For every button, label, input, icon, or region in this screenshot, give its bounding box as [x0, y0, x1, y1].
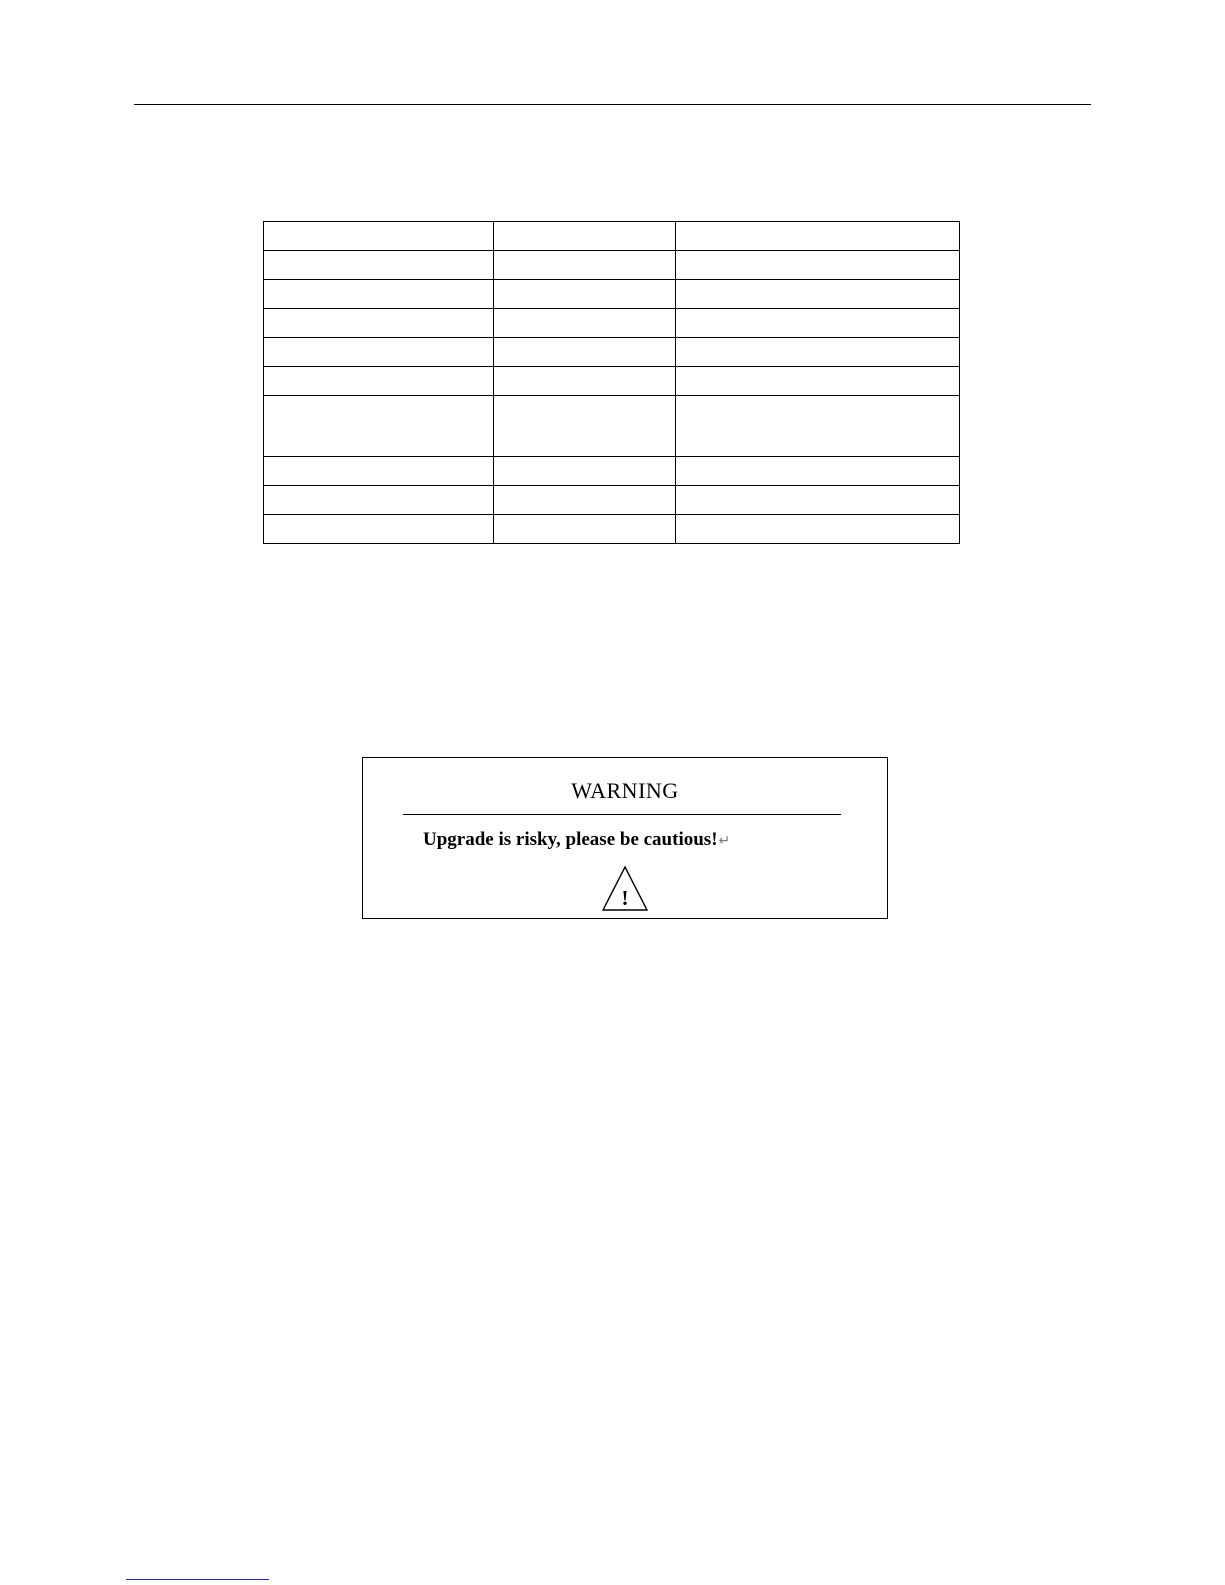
table-cell: [494, 396, 676, 457]
warning-triangle-icon: [601, 864, 649, 912]
table-cell: [494, 367, 676, 396]
table-cell: [676, 280, 960, 309]
table-cell: [264, 515, 494, 544]
table-row: [264, 515, 960, 544]
paragraph-return-mark: ↵: [718, 834, 731, 849]
table-row: [264, 486, 960, 515]
table-row: [264, 280, 960, 309]
table-cell: [676, 515, 960, 544]
table-cell: [264, 486, 494, 515]
table-row: [264, 338, 960, 367]
table-cell: [264, 309, 494, 338]
table-cell: [676, 222, 960, 251]
table-cell: [676, 251, 960, 280]
table-cell: [494, 280, 676, 309]
table-cell: [494, 251, 676, 280]
table-cell: [676, 486, 960, 515]
table-cell: [494, 515, 676, 544]
table-cell: [264, 457, 494, 486]
table-cell: [676, 396, 960, 457]
header-rule: [134, 104, 1091, 105]
table-cell: [264, 338, 494, 367]
table-cell: [676, 338, 960, 367]
table-cell: [494, 486, 676, 515]
table-row: [264, 367, 960, 396]
table-cell: [264, 251, 494, 280]
table-cell: [494, 222, 676, 251]
footnote-rule: [126, 1579, 269, 1580]
table-row: [264, 457, 960, 486]
table-cell: [494, 457, 676, 486]
table-cell: [264, 222, 494, 251]
table-row: [264, 396, 960, 457]
warning-title: WARNING: [571, 778, 679, 803]
table-row: [264, 309, 960, 338]
warning-box: [362, 757, 888, 919]
table-row: [264, 222, 960, 251]
table-row: [264, 251, 960, 280]
spec-table: [263, 221, 960, 544]
table-cell: [494, 338, 676, 367]
table-cell: [676, 367, 960, 396]
table-cell: [264, 280, 494, 309]
table-cell: [676, 309, 960, 338]
warning-message-text: Upgrade is risky, please be cautious!: [423, 829, 718, 850]
warning-icon-glyph: !: [621, 886, 629, 910]
table-cell: [264, 396, 494, 457]
table-cell: [264, 367, 494, 396]
table-cell: [676, 457, 960, 486]
table-cell: [494, 309, 676, 338]
warning-divider: [403, 814, 841, 815]
warning-message: [423, 829, 730, 851]
